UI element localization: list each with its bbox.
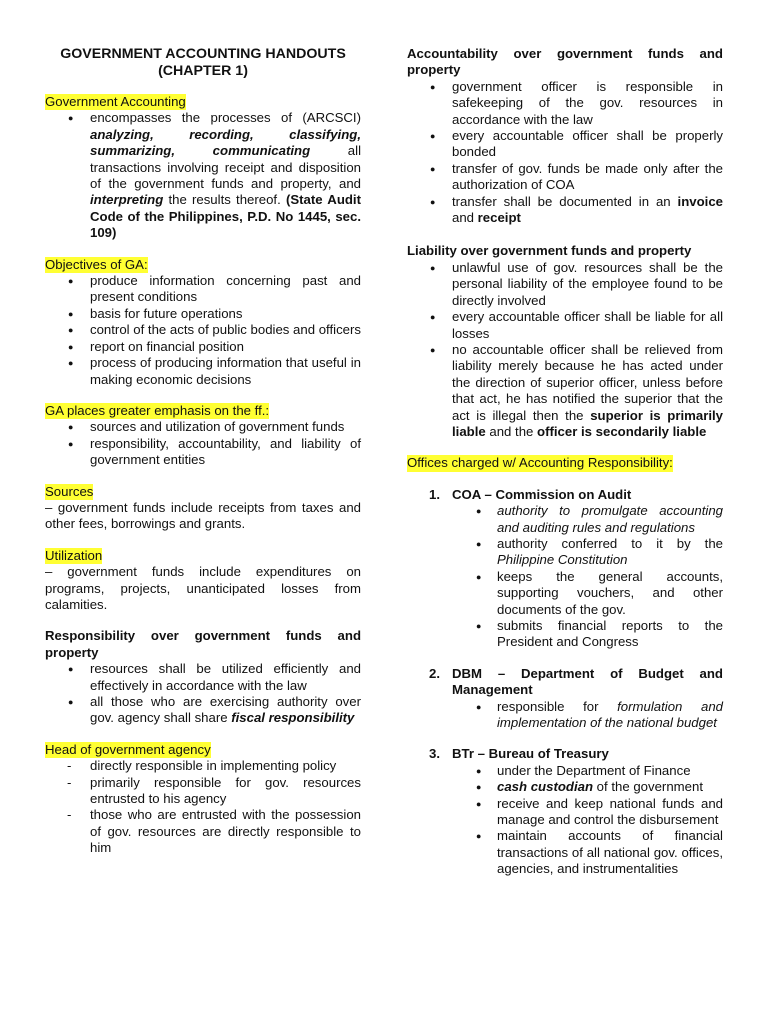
list-item: ● control of the acts of public bodies and officers — [45, 322, 361, 338]
list-item: ● produce information concerning past and present conditions — [45, 273, 361, 306]
office-btr-title: BTr – Bureau of Treasury — [452, 746, 609, 762]
list-item: ● maintain accounts of financial transactions of all national gov. offices, agencies, and instrumentalities — [452, 828, 723, 877]
section-accountability — [407, 46, 723, 226]
list-item: ● authority to promulgate accounting and auditing rules and regulations — [452, 503, 723, 536]
list-item: - directly responsible in implementing policy — [45, 758, 361, 774]
section-liability — [407, 243, 723, 440]
heading-head-of-agency: Head of government agency — [45, 741, 211, 757]
list-item: ● process of producing information that useful in making economic decisions — [45, 355, 361, 388]
heading-responsibility: Responsibility over government funds and property — [45, 628, 361, 660]
office-dbm: 2. DBM – Department of Budget and Management ● responsible for formulation and implementation of the national budget — [407, 666, 723, 732]
list-item: - primarily responsible for gov. resources entrusted to his agency — [45, 775, 361, 808]
list-item: ● keeps the general accounts, supporting vouchers, and other documents of the gov. — [452, 569, 723, 618]
list-item: ● receive and keep national funds and manage and control the disbursement — [452, 796, 723, 829]
list-item: ● cash custodian of the government — [452, 779, 723, 795]
list-item: ● submits financial reports to the President and Congress — [452, 618, 723, 651]
list-item: ● responsible for formulation and implementation of the national budget — [452, 699, 723, 732]
office-coa: 1. COA – Commission on Audit ● authority to promulgate accounting and auditing rules and regulations ● authority conferred to it by the Philippine Constitution ● keeps the general accounts, supporting vouchers, and other documents of the gov. ● submits financial reports to the President and Congress — [407, 487, 723, 651]
heading-emphasis: GA places greater emphasis on the ff.: — [45, 402, 270, 418]
utilization-text: – government funds include expenditures on programs, projects, unanticipated losses from calamities. — [45, 564, 361, 612]
heading-liability: Liability over government funds and property — [407, 243, 692, 259]
heading-government-accounting: Government Accounting — [45, 94, 186, 109]
section-responsibility — [45, 628, 361, 726]
section-emphasis — [45, 403, 361, 469]
list-item: ● encompasses the processes of (ARCSCI) analyzing, recording, classifying, summarizing, communicating all transactions involving receipt and disposition of the government funds and property, and interpreting the results thereof. (State Audit Code of the Philippines, P.D. No 1445, sec. 109) — [45, 110, 361, 241]
heading-sources: Sources — [45, 483, 94, 499]
list-item: ● responsibility, accountability, and liability of government entities — [45, 436, 361, 469]
section-sources — [45, 484, 361, 533]
heading-objectives: Objectives of GA: — [45, 256, 148, 272]
list-item: ● resources shall be utilized efficiently and effectively in accordance with the law — [45, 661, 361, 694]
section-head-of-agency — [45, 742, 361, 857]
list-item: ● all those who are exercising authority over gov. agency shall share fiscal responsibility — [45, 694, 361, 727]
section-government-accounting — [45, 94, 361, 242]
list-item: ● basis for future operations — [45, 306, 361, 322]
list-item: ● unlawful use of gov. resources shall be the personal liability of the employee found to be directly involved — [407, 260, 723, 309]
list-item: ● every accountable officer shall be properly bonded — [407, 128, 723, 161]
list-item: ● transfer shall be documented in an invoice and receipt — [407, 194, 723, 227]
office-dbm-title: DBM – Department of Budget and Management — [452, 665, 723, 698]
list-item: ● under the Department of Finance — [452, 763, 723, 779]
list-item: ● report on financial position — [45, 339, 361, 355]
office-coa-title: COA – Commission on Audit — [452, 486, 632, 502]
list-item: ● government officer is responsible in safekeeping of the gov. resources in accordance with the law — [407, 79, 723, 128]
page-title: GOVERNMENT ACCOUNTING HANDOUTS (CHAPTER 1) — [60, 46, 346, 79]
list-item: - those who are entrusted with the possession of gov. resources are directly responsible to him — [45, 807, 361, 856]
list-item: ● sources and utilization of government funds — [45, 419, 361, 435]
office-btr: 3. BTr – Bureau of Treasury ● under the Department of Finance ● cash custodian of the government ● receive and keep national funds and manage and control the disbursement ● maintain accounts of financial transactions of all national gov. offices, agencies, and instrumentalities — [407, 746, 723, 877]
heading-offices: Offices charged w/ Accounting Responsibility: — [407, 455, 673, 471]
list-item: ● no accountable officer shall be relieved from liability merely because he has acted under the direction of superior officer, unless before that act, he has notified the superior that the act is illegal then the superior is primarily liable and the officer is secondarily liable — [407, 342, 723, 440]
heading-accountability: Accountability over government funds and property — [407, 46, 723, 78]
sources-text: – government funds include receipts from taxes and other fees, borrowings and grants. — [45, 499, 361, 532]
left-column — [45, 46, 361, 872]
list-item: ● every accountable officer shall be liable for all losses — [407, 309, 723, 342]
right-column — [407, 46, 723, 893]
section-objectives — [45, 257, 361, 388]
list-item: ● authority conferred to it by the Philippine Constitution — [452, 536, 723, 569]
section-offices — [407, 455, 723, 877]
section-utilization — [45, 548, 361, 614]
heading-utilization: Utilization — [45, 547, 103, 563]
list-item: ● transfer of gov. funds be made only after the authorization of COA — [407, 161, 723, 194]
